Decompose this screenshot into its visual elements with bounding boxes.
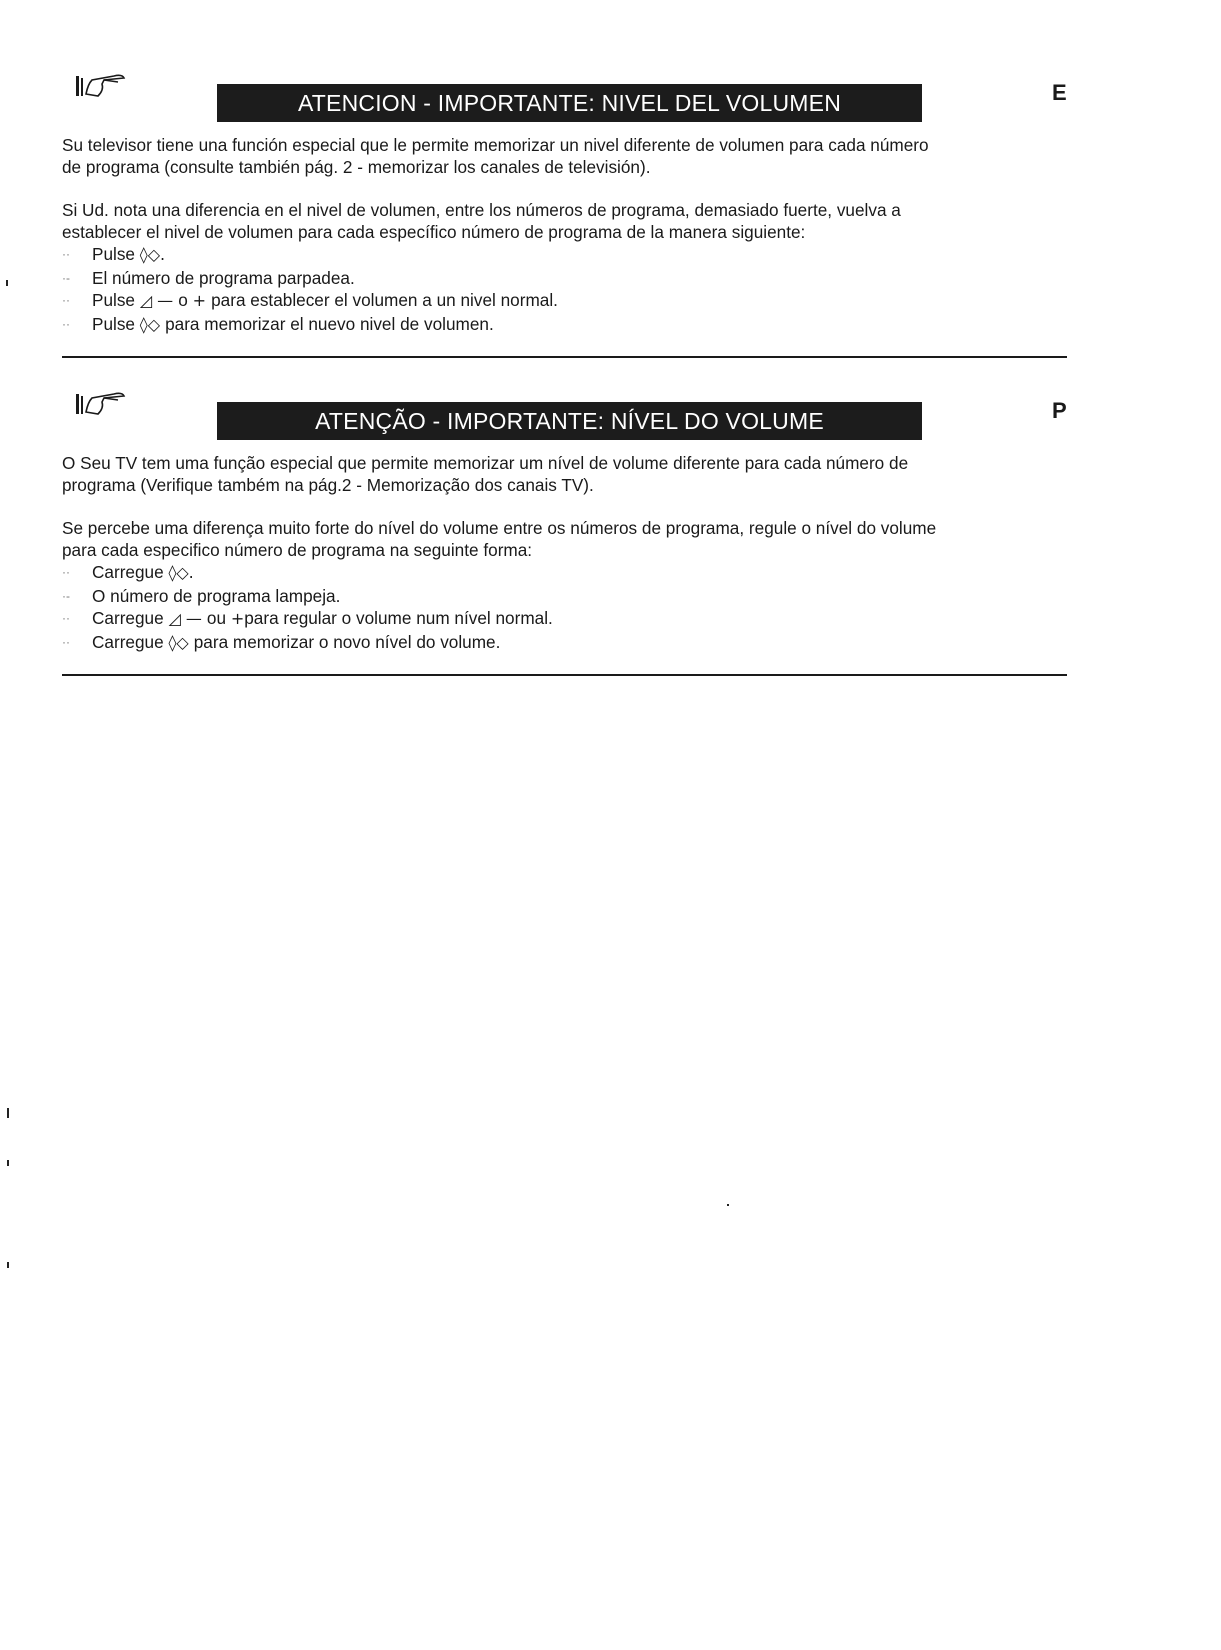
volume-plus-icon: + bbox=[192, 291, 212, 310]
scan-speck bbox=[7, 1262, 9, 1268]
scan-speck bbox=[7, 1160, 9, 1166]
instruction-paragraph bbox=[62, 199, 1067, 243]
step-item: ·· Pulse ◿ — o + para establecer el volumen a un nivel normal. bbox=[62, 290, 558, 310]
step-item: ·- O número de programa lampeja. bbox=[62, 585, 341, 606]
text-line: programa (Verifique também na pág.2 - Memorização dos canais TV). bbox=[62, 475, 594, 495]
bullet-icon: ·- bbox=[62, 588, 70, 603]
step-item: ·· Carregue ◊◇ para memorizar o novo nível do volume. bbox=[62, 631, 501, 652]
intro-paragraph bbox=[62, 134, 1067, 178]
text-line: Su televisor tiene una función especial que le permite memorizar un nivel diferente de volumen para cada número bbox=[62, 135, 929, 155]
bullet-icon: ·· bbox=[62, 293, 70, 307]
steps-list bbox=[62, 561, 553, 654]
step-item: ·· Pulse ◊◇ para memorizar el nuevo nivel de volumen. bbox=[62, 313, 494, 334]
section-title-banner: ATENÇÃO - IMPORTANTE: NÍVEL DO VOLUME bbox=[217, 402, 922, 440]
volume-minus-icon: ◿ — bbox=[168, 609, 207, 628]
pointing-hand-icon bbox=[74, 388, 138, 418]
steps-list bbox=[62, 243, 558, 336]
volume-minus-icon: ◿ — bbox=[139, 291, 179, 310]
bullet-icon: ·· bbox=[62, 316, 70, 331]
bullet-icon: ·· bbox=[62, 247, 70, 261]
instruction-paragraph bbox=[62, 517, 1067, 561]
section-divider bbox=[62, 674, 1067, 676]
channel-up-down-icon: ◊◇. bbox=[139, 245, 166, 264]
scan-speck bbox=[7, 1108, 9, 1118]
scan-speck bbox=[727, 1204, 729, 1206]
bullet-icon: ·· bbox=[62, 611, 70, 625]
bullet-icon: ·· bbox=[62, 565, 70, 579]
bullet-icon: ·- bbox=[62, 270, 70, 285]
bullet-icon: ·· bbox=[62, 634, 70, 649]
text-line: O Seu TV tem uma função especial que permite memorizar um nível de volume diferente para cada número de bbox=[62, 453, 909, 473]
step-item: ·· Carregue ◿ — ou +para regular o volume num nível normal. bbox=[62, 608, 553, 628]
language-marker: E bbox=[1052, 80, 1067, 105]
step-item: ·· Pulse ◊◇. bbox=[62, 244, 166, 264]
intro-paragraph bbox=[62, 452, 1067, 496]
section-title-banner: ATENCION - IMPORTANTE: NIVEL DEL VOLUMEN bbox=[217, 84, 922, 122]
text-line: Si Ud. nota una diferencia en el nivel de volumen, entre los números de programa, demasiado fuerte, vuelva a bbox=[62, 200, 901, 220]
step-item: ·- El número de programa parpadea. bbox=[62, 267, 355, 288]
scan-speck bbox=[6, 280, 8, 286]
channel-up-down-icon: ◊◇ bbox=[139, 314, 166, 334]
pointing-hand-icon bbox=[74, 70, 138, 100]
channel-up-down-icon: ◊◇. bbox=[168, 563, 194, 582]
text-line: Se percebe uma diferença muito forte do nível do volume entre os números de programa, regule o nível do volume bbox=[62, 518, 937, 538]
language-marker: P bbox=[1052, 398, 1067, 423]
section-divider bbox=[62, 356, 1067, 358]
text-line: de programa (consulte también pág. 2 - memorizar los canales de televisión). bbox=[62, 157, 651, 177]
text-line: establecer el nivel de volumen para cada específico número de programa de la manera siguiente: bbox=[62, 222, 806, 242]
step-item: ·· Carregue ◊◇. bbox=[62, 562, 194, 582]
channel-up-down-icon: ◊◇ bbox=[168, 632, 194, 652]
volume-plus-icon: + bbox=[230, 609, 245, 628]
text-line: para cada especifico número de programa na seguinte forma: bbox=[62, 540, 533, 560]
